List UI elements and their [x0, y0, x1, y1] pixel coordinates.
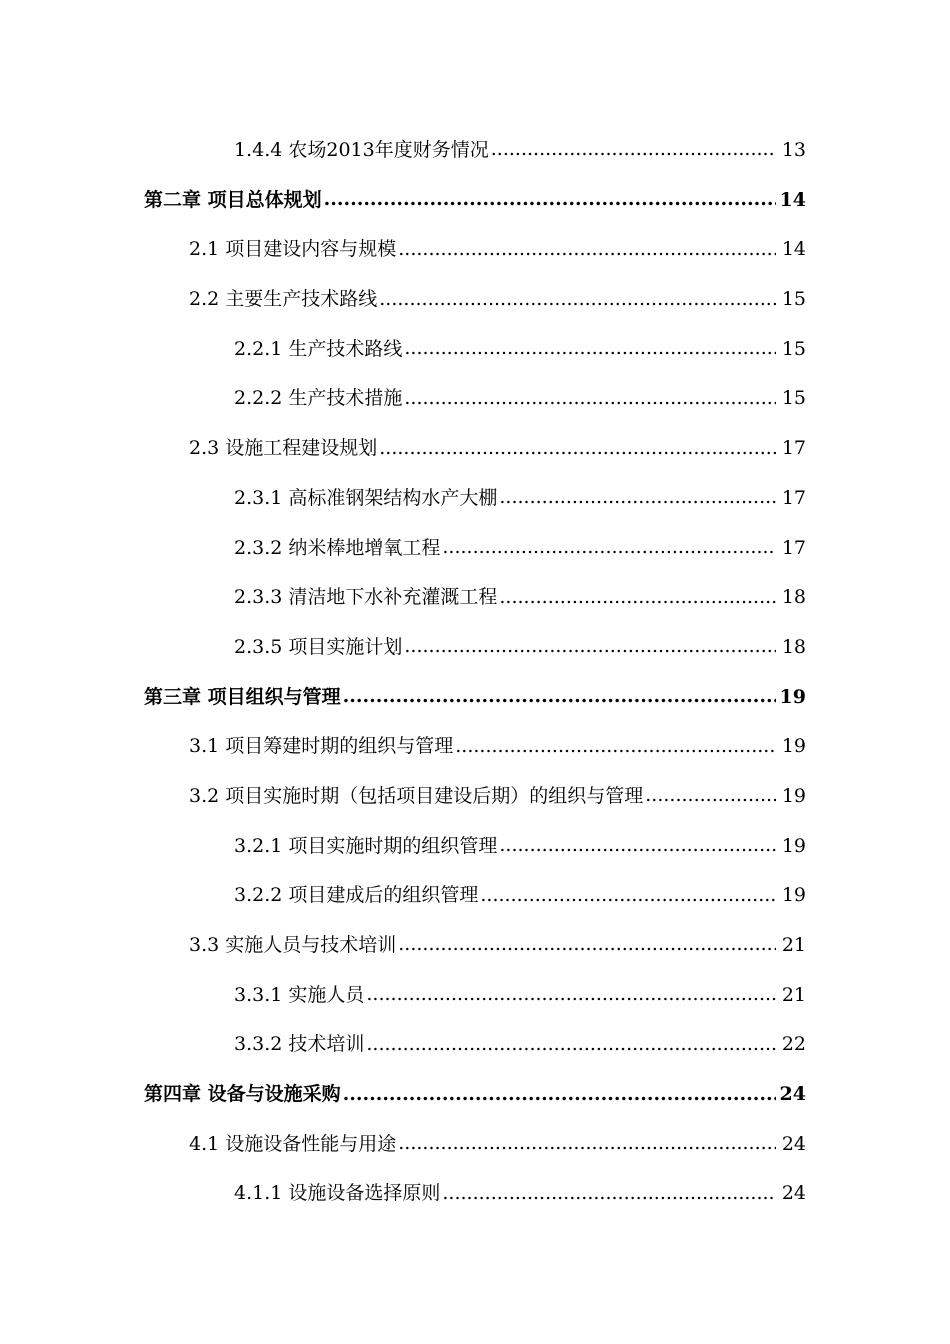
toc-dot-leader: [499, 586, 776, 609]
toc-page-number: 24: [781, 1182, 806, 1205]
toc-entry-3-1[interactable]: [0, 722, 950, 772]
toc-entry-2-2-2[interactable]: [0, 374, 950, 424]
toc-chapter-3[interactable]: [0, 673, 950, 723]
toc-entry-title: 3.3.2 技术培训: [234, 1033, 365, 1056]
toc-dot-leader: [499, 486, 776, 509]
toc-entry-title: 3.3.1 实施人员: [234, 983, 365, 1006]
toc-page-number: 19: [779, 685, 806, 708]
toc-entry-2-3-2[interactable]: [0, 524, 950, 574]
toc-page-number: 24: [781, 1132, 806, 1155]
toc-entry-title: 2.3.2 纳米棒地增氧工程: [234, 536, 441, 559]
toc-entry-3-3-2[interactable]: [0, 1020, 950, 1070]
toc-entry-2-3[interactable]: [0, 424, 950, 474]
toc-entry-title: 2.2 主要生产技术路线: [189, 288, 378, 311]
toc-entry-2-3-5[interactable]: [0, 623, 950, 673]
toc-entry-3-2-1[interactable]: [0, 822, 950, 872]
toc-page-number: 13: [781, 139, 806, 161]
toc-dot-leader: [491, 138, 776, 161]
toc-page-number: 17: [781, 536, 806, 559]
toc-entry-title: 2.3 设施工程建设规划: [189, 437, 378, 460]
toc-dot-leader: [645, 784, 776, 807]
toc-dot-leader: [455, 735, 776, 758]
toc-entry-title: 3.2 项目实施时期（包括项目建设后期）的组织与管理: [189, 784, 644, 807]
toc-page-number: 24: [779, 1083, 806, 1106]
toc-page-number: 19: [781, 784, 806, 807]
toc-entry-2-3-1[interactable]: [0, 474, 950, 524]
toc-entry-2-3-3[interactable]: [0, 573, 950, 623]
toc-dot-leader: [324, 188, 776, 211]
toc-entry-4-1-1[interactable]: [0, 1169, 950, 1219]
toc-entry-4-1[interactable]: [0, 1120, 950, 1170]
toc-entry-2-2[interactable]: [0, 275, 950, 325]
toc-page-number: 21: [781, 934, 806, 956]
toc-entry-title: 3.1 项目筹建时期的组织与管理: [189, 735, 454, 758]
toc-dot-leader: [404, 387, 776, 410]
toc-entry-3-2-2[interactable]: [0, 871, 950, 921]
toc-dot-leader: [398, 1132, 776, 1155]
toc-dot-leader: [442, 536, 776, 559]
toc-entry-3-2[interactable]: [0, 772, 950, 822]
toc-dot-leader: [398, 933, 776, 956]
toc-dot-leader: [499, 834, 776, 857]
toc-page-number: 19: [781, 834, 806, 857]
toc-page-number: 15: [781, 337, 806, 360]
toc-entry-title: 第三章 项目组织与管理: [144, 685, 341, 708]
toc-entry-title: 2.2.2 生产技术措施: [234, 387, 403, 410]
toc-entry-title: 1.4.4 农场2013年度财务情况: [234, 139, 489, 161]
toc-page-number: 19: [781, 735, 806, 758]
toc-page-number: 21: [781, 983, 806, 1006]
toc-entry-title: 3.2.1 项目实施时期的组织管理: [234, 834, 498, 857]
toc-dot-leader: [379, 288, 776, 311]
toc-dot-leader: [442, 1182, 776, 1205]
toc-entry-title: 3.2.2 项目建成后的组织管理: [234, 884, 479, 907]
toc-entry-title: 4.1 设施设备性能与用途: [189, 1132, 397, 1155]
toc-dot-leader: [398, 238, 776, 261]
toc-entry-2-1[interactable]: [0, 225, 950, 275]
toc-entry-title: 3.3 实施人员与技术培训: [189, 934, 397, 956]
toc-dot-leader: [366, 1033, 776, 1056]
toc-page-number: 14: [779, 188, 806, 211]
toc-entry-2-2-1[interactable]: [0, 325, 950, 375]
toc-page-number: 17: [781, 486, 806, 509]
toc-entry-3-3[interactable]: [0, 921, 950, 971]
toc-dot-leader: [343, 685, 776, 708]
table-of-contents: [0, 126, 950, 1219]
toc-entry-title: 2.3.1 高标准钢架结构水产大棚: [234, 486, 498, 509]
toc-chapter-2[interactable]: [0, 176, 950, 226]
toc-page-number: 19: [781, 884, 806, 907]
toc-page-number: 18: [781, 635, 806, 658]
toc-chapter-4[interactable]: [0, 1070, 950, 1120]
toc-entry-title: 2.2.1 生产技术路线: [234, 337, 403, 360]
toc-dot-leader: [379, 437, 776, 460]
toc-entry-title: 第四章 设备与设施采购: [144, 1083, 341, 1106]
toc-entry-title: 第二章 项目总体规划: [144, 188, 322, 211]
toc-dot-leader: [404, 337, 776, 360]
toc-page-number: 14: [781, 238, 806, 261]
toc-dot-leader: [366, 983, 776, 1006]
toc-page-number: 15: [781, 288, 806, 311]
toc-page-number: 18: [781, 586, 806, 609]
toc-entry-title: 4.1.1 设施设备选择原则: [234, 1182, 441, 1205]
toc-dot-leader: [480, 884, 776, 907]
toc-entry-title: 2.1 项目建设内容与规模: [189, 238, 397, 261]
toc-entry-title: 2.3.3 清洁地下水补充灌溉工程: [234, 586, 498, 609]
toc-entry-title: 2.3.5 项目实施计划: [234, 635, 403, 658]
toc-dot-leader: [404, 635, 776, 658]
toc-page-number: 22: [781, 1033, 806, 1056]
toc-entry-1-4-4[interactable]: [0, 126, 950, 176]
toc-dot-leader: [343, 1083, 776, 1106]
toc-page-number: 15: [781, 387, 806, 410]
toc-page-number: 17: [781, 437, 806, 460]
toc-entry-3-3-1[interactable]: [0, 971, 950, 1021]
